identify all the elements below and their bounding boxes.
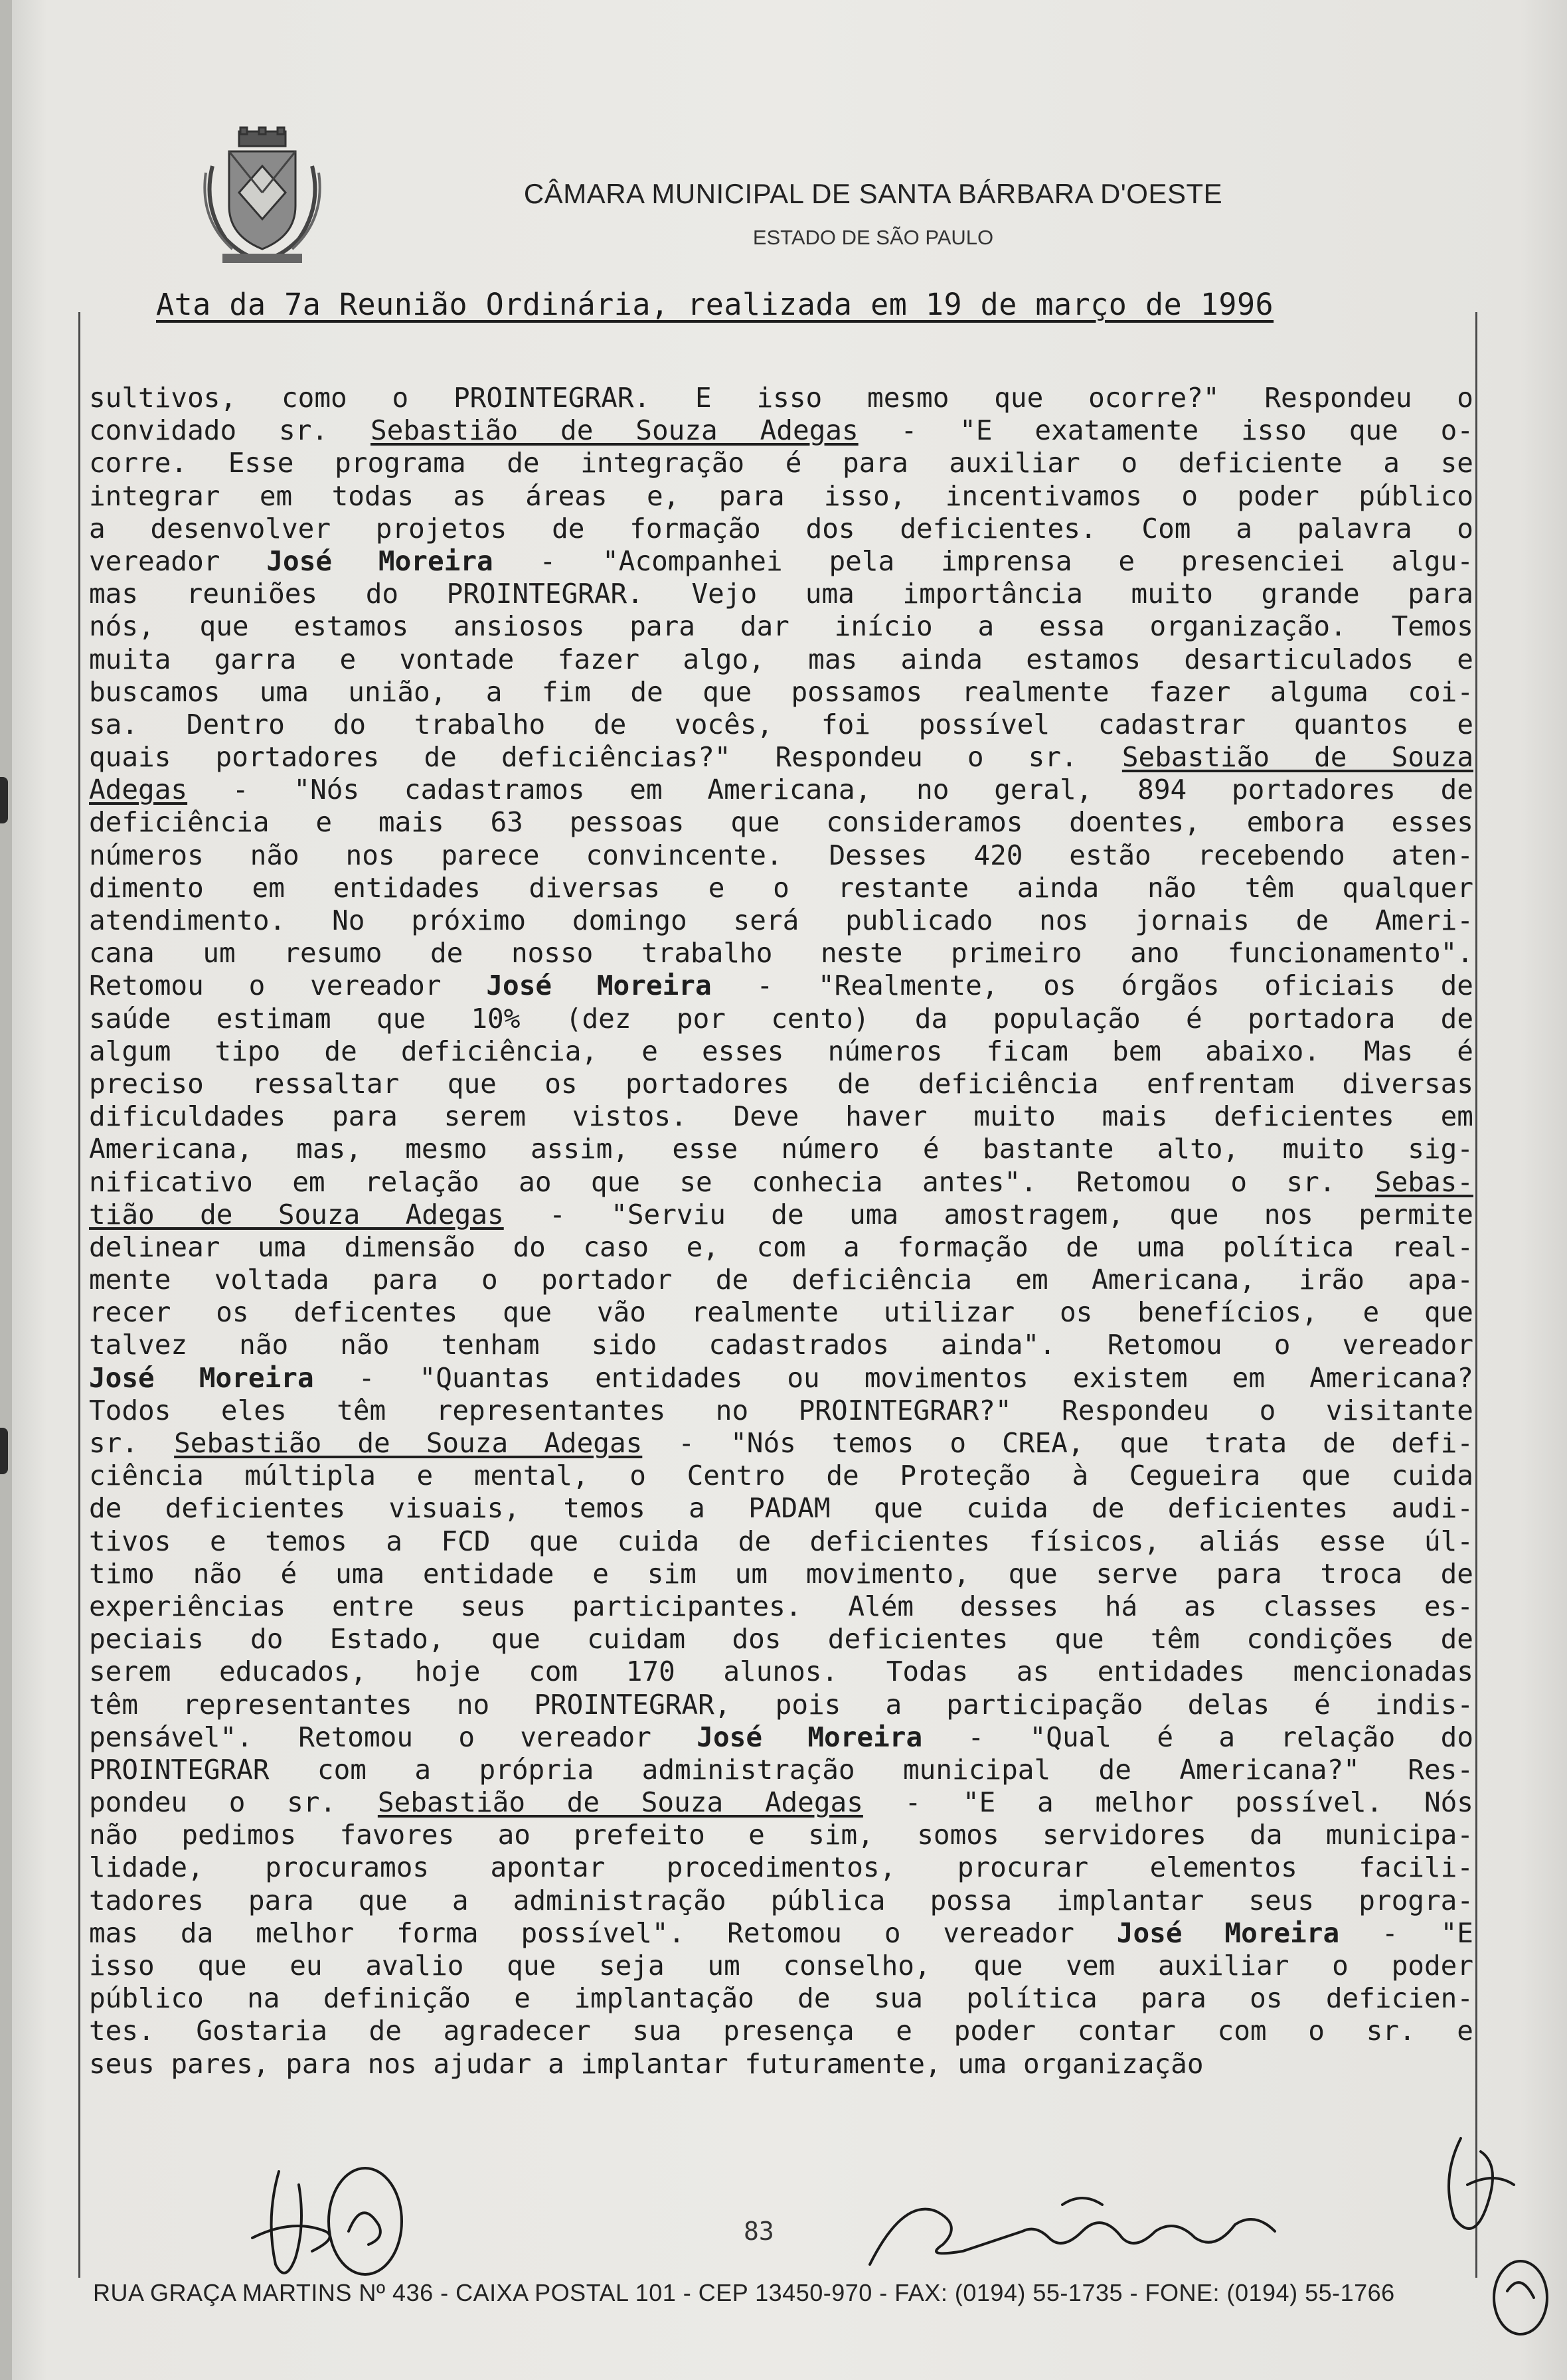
minutes-title: Ata da 7a Reunião Ordinária, realizada em 19 de março de 1996 — [156, 287, 1274, 322]
text-segment: recer os deficentes que vão realmente utilizar os benefícios, e que — [89, 1296, 1473, 1329]
text-line — [89, 1623, 1473, 1656]
text-segment: mas reuniões do PROINTEGRAR. Vejo uma importância muito grande para — [89, 578, 1473, 610]
text-line — [89, 1296, 1473, 1329]
text-line — [89, 414, 1473, 447]
minutes-body — [89, 382, 1473, 2081]
text-segment: muita garra e vontade fazer algo, mas ainda estamos desarticulados e — [89, 643, 1473, 675]
speaker-name: José Moreira — [1116, 1916, 1340, 1949]
text-line — [89, 2048, 1473, 2081]
text-line — [89, 904, 1473, 937]
text-line — [89, 1885, 1473, 1917]
text-segment: delinear uma dimensão do caso e, com a formação de uma política real- — [89, 1231, 1473, 1263]
text-line — [89, 1199, 1473, 1231]
punch-hole — [0, 777, 8, 823]
text-segment: pensável". Retomou o vereador — [89, 1721, 697, 1753]
text-segment: - "Realmente, os órgãos oficiais de — [711, 970, 1473, 1002]
text-segment: saúde estimam que 10% (dez por cento) da população é portadora de — [89, 1002, 1473, 1035]
text-segment: tadores para que a administração pública possa implantar seus progra- — [89, 1884, 1473, 1916]
text-segment: nós, que estamos ansiosos para dar início a essa organização. Temos — [89, 610, 1473, 643]
text-segment: - "E — [1339, 1916, 1473, 1949]
text-line — [89, 1100, 1473, 1133]
text-line — [89, 1166, 1473, 1199]
text-segment: de deficientes visuais, temos a PADAM que cuida de deficientes audi- — [89, 1492, 1473, 1525]
text-segment: peciais do Estado, que cuidam dos deficientes que têm condições de — [89, 1623, 1473, 1656]
text-line — [89, 1689, 1473, 1721]
text-segment: tivos e temos a FCD que cuida de deficientes físicos, aliás esse úl- — [89, 1525, 1473, 1557]
text-line — [89, 1819, 1473, 1851]
guest-name: Adegas — [89, 774, 188, 806]
speaker-name: José Moreira — [697, 1721, 923, 1753]
text-segment: vereador — [89, 545, 267, 577]
text-line — [89, 1329, 1473, 1361]
text-line — [89, 1754, 1473, 1786]
text-line — [89, 1656, 1473, 1688]
text-segment: lidade, procuramos apontar procedimentos, procurar elementos facili- — [89, 1851, 1473, 1884]
page-number: 83 — [744, 2217, 774, 2246]
text-segment: - "Qual é a relação do — [922, 1721, 1474, 1753]
binding-edge — [0, 0, 12, 2380]
footer-address: RUA GRAÇA MARTINS Nº 436 - CAIXA POSTAL 101 - CEP 13450-970 - FAX: (0194) 55-1735 - FONE: (0194) 55-1766 — [93, 2279, 1395, 2306]
text-segment: preciso ressaltar que os portadores de deficiência enfrentam diversas — [89, 1067, 1473, 1100]
speaker-name: José Moreira — [266, 545, 493, 577]
text-segment: - "Nós cadastramos em Americana, no geral, 894 portadores de — [187, 774, 1473, 806]
text-segment: não pedimos favores ao prefeito e sim, somos servidores da municipa- — [89, 1819, 1473, 1851]
text-line — [89, 1982, 1473, 2015]
text-line — [89, 480, 1473, 513]
text-line — [89, 447, 1473, 479]
text-segment: - "Acompanhei pela imprensa e presenciei algu- — [493, 545, 1473, 577]
text-segment: dificuldades para serem vistos. Deve haver muito mais deficientes em — [89, 1100, 1473, 1133]
text-segment: cana um resumo de nosso trabalho neste primeiro ano funcionamento". — [89, 937, 1473, 970]
text-line — [89, 610, 1473, 643]
text-line — [89, 1003, 1473, 1035]
guest-name: Sebastião de Souza — [1121, 741, 1473, 774]
text-line — [89, 1231, 1473, 1264]
text-line — [89, 513, 1473, 545]
text-segment: nificativo em relação ao que se conhecia antes". Retomou o sr. — [89, 1165, 1375, 1198]
text-line — [89, 937, 1473, 970]
text-segment: mente voltada para o portador de deficiência em Americana, irão apa- — [89, 1264, 1473, 1296]
text-line — [89, 1264, 1473, 1296]
text-segment: sultivos, como o PROINTEGRAR. E isso mesmo que ocorre?" Respondeu o — [89, 382, 1473, 414]
text-segment: mas da melhor forma possível". Retomou o vereador — [89, 1916, 1117, 1949]
text-segment: pondeu o sr. — [89, 1786, 378, 1819]
text-segment: - "E a melhor possível. Nós — [863, 1786, 1473, 1819]
text-segment: deficiência e mais 63 pessoas que consideramos doentes, embora esses — [89, 806, 1473, 839]
text-line — [89, 774, 1473, 806]
text-segment: serem educados, hoje com 170 alunos. Todas as entidades mencionadas — [89, 1656, 1473, 1688]
text-segment: - "Serviu de uma amostragem, que nos permite — [503, 1198, 1473, 1231]
text-line — [89, 1492, 1473, 1525]
text-segment: quais portadores de deficiências?" Respondeu o sr. — [89, 741, 1122, 774]
text-line — [89, 839, 1473, 872]
text-segment: sr. — [89, 1427, 175, 1459]
text-segment: tes. Gostaria de agradecer sua presença e poder contar com o sr. e — [89, 2015, 1473, 2047]
text-segment: convidado sr. — [89, 414, 371, 447]
text-segment: ciência múltipla e mental, o Centro de Proteção à Cegueira que cuida — [89, 1460, 1473, 1492]
text-segment: corre. Esse programa de integração é para auxiliar o deficiente a se — [89, 447, 1473, 479]
text-segment: Todos eles têm representantes no PROINTEGRAR?" Respondeu o visitante — [89, 1394, 1473, 1426]
text-line — [89, 676, 1473, 709]
guest-name: tião de Souza Adegas — [89, 1198, 504, 1231]
text-segment: têm representantes no PROINTEGRAR, pois a participação delas é indis- — [89, 1688, 1473, 1721]
text-line — [89, 545, 1473, 578]
text-line — [89, 1525, 1473, 1558]
text-segment: números não nos parece convincente. Desses 420 estão recebendo aten- — [89, 839, 1473, 871]
text-line — [89, 970, 1473, 1002]
text-line — [89, 1460, 1473, 1492]
text-line — [89, 643, 1473, 676]
text-line — [89, 741, 1473, 774]
text-segment: isso que eu avalio que seja um conselho, que vem auxiliar o poder — [89, 1950, 1473, 1982]
text-line — [89, 806, 1473, 839]
text-segment: PROINTEGRAR com a própria administração municipal de Americana?" Res- — [89, 1753, 1473, 1786]
guest-name: Sebastião de Souza Adegas — [174, 1427, 643, 1459]
text-line — [89, 1133, 1473, 1165]
text-line — [89, 1786, 1473, 1819]
text-line — [89, 578, 1473, 610]
text-line — [89, 1590, 1473, 1623]
text-line — [89, 872, 1473, 904]
text-line — [89, 1395, 1473, 1427]
institution-name: CÂMARA MUNICIPAL DE SANTA BÁRBARA D'OESTE — [523, 178, 1223, 209]
guest-name: Sebastião de Souza Adegas — [377, 1786, 863, 1819]
right-margin-rule — [1475, 312, 1477, 2278]
text-segment: buscamos uma união, a fim de que possamos realmente fazer alguma coi- — [89, 675, 1473, 708]
text-line — [89, 1427, 1473, 1460]
text-segment: - "Nós temos o CREA, que trata de defi- — [642, 1427, 1473, 1459]
text-segment: Americana, mas, mesmo assim, esse número é bastante alto, muito sig- — [89, 1133, 1473, 1165]
left-margin-rule — [78, 312, 80, 2278]
text-segment: timo não é uma entidade e sim um movimento, que serve para troca de — [89, 1557, 1473, 1590]
text-segment: algum tipo de deficiência, e esses números ficam bem abaixo. Mas é — [89, 1035, 1473, 1067]
signature-center — [863, 2185, 1288, 2278]
text-segment: - "E exatamente isso que o- — [858, 414, 1474, 447]
text-segment: integrar em todas as áreas e, para isso, incentivamos o poder público — [89, 479, 1473, 512]
text-segment: atendimento. No próximo domingo será publicado nos jornais de Ameri- — [89, 904, 1473, 936]
text-segment: talvez não não tenham sido cadastrados ainda". Retomou o vereador — [89, 1329, 1473, 1361]
municipal-crest-icon — [199, 126, 325, 266]
guest-name: Sebastião de Souza Adegas — [370, 414, 859, 447]
speaker-name: José Moreira — [89, 1361, 314, 1394]
guest-name: Sebas- — [1374, 1165, 1473, 1198]
speaker-name: José Moreira — [486, 970, 712, 1002]
text-line — [89, 382, 1473, 414]
text-line — [89, 1721, 1473, 1754]
text-segment: público na definição e implantação de sua política para os deficien- — [89, 1982, 1473, 2015]
text-line — [89, 1851, 1473, 1884]
text-line — [89, 2015, 1473, 2047]
text-line — [89, 709, 1473, 741]
punch-hole — [0, 1428, 8, 1474]
text-line — [89, 1917, 1473, 1950]
text-line — [89, 1950, 1473, 1982]
text-segment: a desenvolver projetos de formação dos deficientes. Com a palavra o — [89, 512, 1473, 545]
text-segment: experiências entre seus participantes. Além desses há as classes es- — [89, 1590, 1473, 1622]
text-segment: seus pares, para nos ajudar a implantar futuramente, uma organização — [89, 2047, 1204, 2080]
text-segment: dimento em entidades diversas e o restante ainda não têm qualquer — [89, 871, 1473, 904]
state-name: ESTADO DE SÃO PAULO — [752, 226, 994, 249]
text-line — [89, 1068, 1473, 1100]
text-line — [89, 1362, 1473, 1395]
text-segment: Retomou o vereador — [89, 970, 487, 1002]
signature-left — [239, 2158, 412, 2291]
text-line — [89, 1035, 1473, 1068]
text-segment: - "Quantas entidades ou movimentos existem em Americana? — [313, 1361, 1473, 1394]
text-segment: sa. Dentro do trabalho de vocês, foi possível cadastrar quantos e — [89, 708, 1473, 740]
text-line — [89, 1558, 1473, 1590]
